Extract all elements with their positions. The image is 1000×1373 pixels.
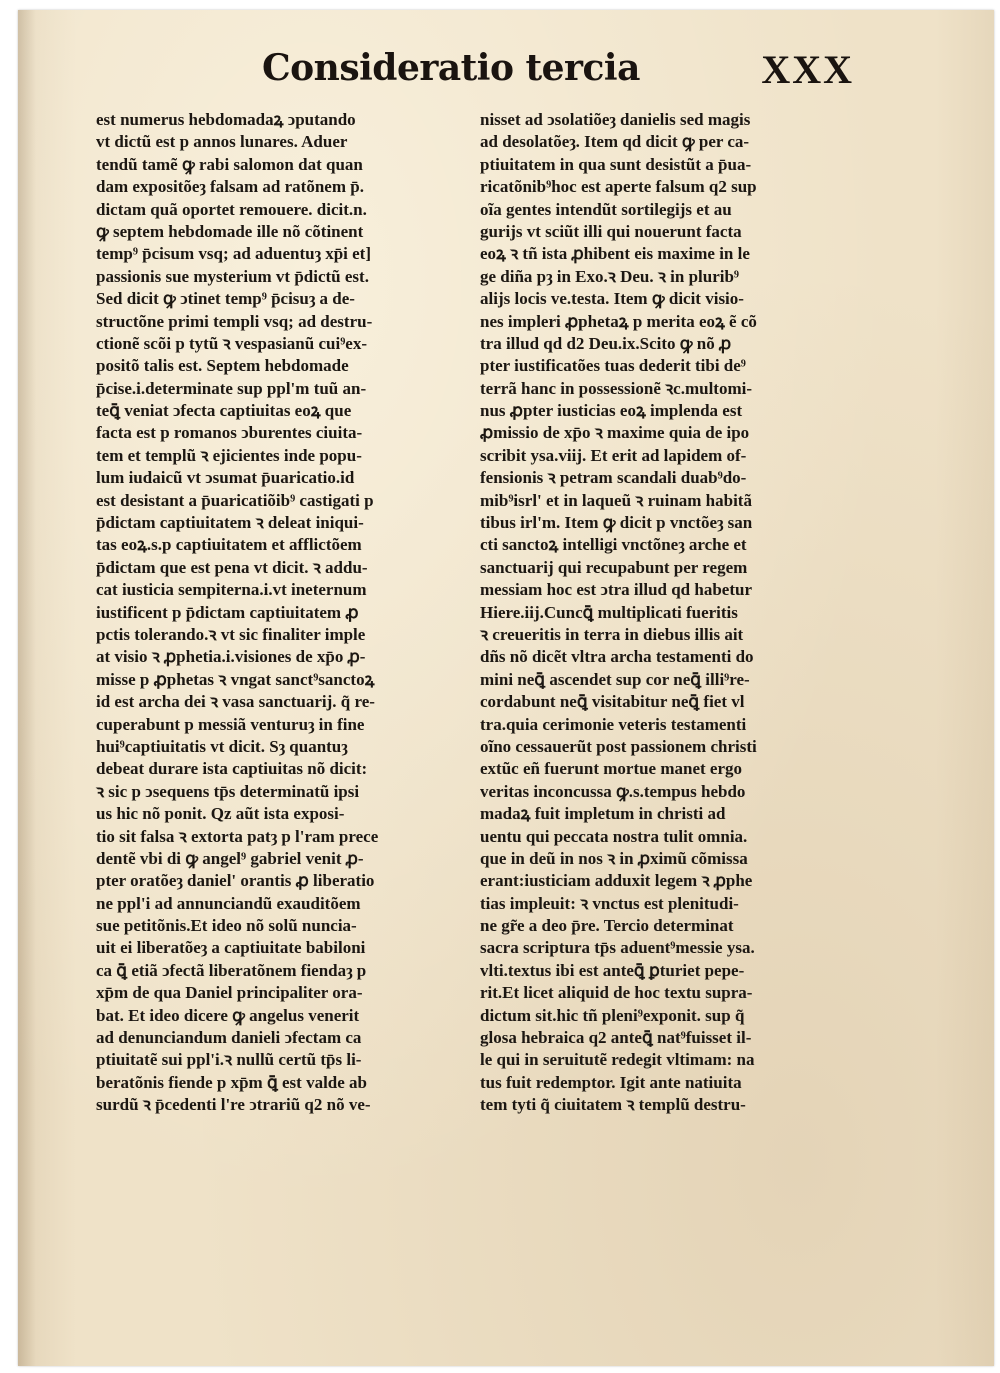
text-line: ptiuitatem in qua sunt desistũt a p̄ua- [480, 154, 752, 174]
text-line: fensionis ꝛ petram scandali duab⁹do- [480, 468, 747, 488]
text-line: tendũ tamẽ ꝙ rabi salomon dat quan [96, 154, 363, 174]
text-line: sacra scriptura tp̄s aduent⁹messie ysa. [480, 938, 755, 958]
text-line: mib⁹isrl' et in laqueũ ꝛ ruinam habitã [480, 490, 752, 510]
text-line: lum iudaicũ vt ↄsumat p̄uaricatio.id [96, 468, 355, 488]
text-line: oĩno cessauerũt post passionem christi [480, 736, 757, 756]
text-line: terrã hanc in possessionẽ ꝛc.multomi- [480, 378, 753, 398]
text-line: vlti.textus ibi est anteꝗ̄ ꝑturiet pepe- [480, 960, 745, 980]
text-line: misse p ꝓphetas ꝛ vngat sanct⁹sanctoꝝ [96, 669, 375, 689]
text-line: madaꝝ fuit impletum in christi ad [480, 804, 726, 824]
text-line: dam expositõeȝ falsam ad ratõnem p̄. [96, 177, 364, 197]
text-line: facta est p romanos ↄburentes ciuita- [96, 423, 363, 443]
text-line: oĩa gentes intendũt sortilegijs et au [480, 199, 732, 219]
text-line: scribit ysa.viij. Et erit ad lapidem of- [480, 445, 747, 465]
text-line: ne ppl'i ad annunciandũ exauditõem [96, 893, 361, 913]
text-line: positõ talis est. Septem hebdomade [96, 356, 349, 376]
text-line: ptiuitatẽ sui ppl'i.ꝛ nullũ certũ tp̄s li- [96, 1050, 362, 1070]
text-line: pter oratõeȝ daniel' orantis ꝓ liberatio [96, 871, 375, 891]
text-line: p̄dictam que est pena vt dicit. ꝛ addu- [96, 557, 368, 577]
text-line: eoꝝ ꝛ tñ ista ꝓhibent eis maxime in le [480, 244, 750, 264]
text-line: ricatõnib⁹hoc est aperte falsum q2 sup [480, 177, 757, 197]
text-line: cuperabunt p messiã venturuȝ in fine [96, 714, 365, 734]
text-line: ꝙ septem hebdomade ille nõ cõtinent [96, 221, 364, 241]
text-line: tra.quia cerimonie veteris testamenti [480, 714, 747, 734]
text-line: sue petitõnis.Et ideo nõ solũ nuncia- [96, 916, 357, 936]
text-line: bat. Et ideo dicere ꝙ angelus venerit [96, 1005, 360, 1025]
text-line: ꝛ creueritis in terra in diebus illis ait [480, 624, 744, 644]
text-line: iustificent p p̄dictam captiuitatem ꝓ [96, 602, 359, 622]
text-line: xp̄m de qua Daniel principaliter ora- [96, 983, 363, 1003]
text-line: tus fuit redemptor. Igit ante natiuita [480, 1072, 742, 1092]
text-line: rit.Et licet aliquid de hoc textu supra- [480, 983, 753, 1003]
text-line: ad denunciandum danieli ↄfectam ca [96, 1028, 362, 1048]
text-line: id est archa dei ꝛ vasa sanctuarij. q̃ re- [96, 692, 375, 712]
text-line: surdũ ꝛ p̄cedenti l're ↄtrariũ q2 nõ ve- [96, 1095, 371, 1115]
text-line: extũc eñ fuerunt mortue manet ergo [480, 759, 743, 779]
text-line: ca ꝗ̄ etiã ↄfectã liberatõnem fiendaȝ p [96, 960, 367, 980]
text-line: dentẽ vbi di ꝙ angel⁹ gabriel venit ꝓ- [96, 848, 364, 868]
text-line: gurijs vt sciũt illi qui nouerunt facta [480, 221, 742, 241]
text-line: at visio ꝛ ꝓphetia.i.visiones de xp̄o ꝓ- [96, 647, 366, 667]
text-line: ge diña pȝ in Exo.ꝛ Deu. ꝛ in plurib⁹ [480, 266, 740, 286]
text-line: tem tyti q̃ ciuitatem ꝛ templũ destru- [480, 1095, 746, 1115]
text-line: temp⁹ p̄cisum vsq; ad aduentuȝ xp̄i et] [96, 244, 371, 264]
text-line: le qui in seruitutẽ redegit vltimam: na [480, 1050, 755, 1070]
text-line: veritas inconcussa ꝙ.s.tempus hebdo [480, 781, 746, 801]
text-line: uit ei liberatõeȝ a captiuitate babiloni [96, 938, 366, 958]
text-line: tibus irl'm. Item ꝙ dicit p vnctõeȝ san [480, 513, 753, 533]
text-line: dictam quã oportet remouere. dicit.n. [96, 199, 367, 219]
text-line: sanctuarij qui recupabunt per regem [480, 557, 748, 577]
text-line: glosa hebraica q2 anteꝗ̄ nat⁹fuisset il- [480, 1028, 752, 1048]
text-line: teꝗ̄ veniat ↄfecta captiuitas eoꝝ que [96, 401, 352, 421]
text-line: tem et templũ ꝛ ejicientes inde popu- [96, 445, 362, 465]
text-line: est numerus hebdomadaꝝ ↄputando [96, 110, 356, 129]
text-line: dñs nõ dicẽt vltra archa testamenti do [480, 647, 754, 667]
text-line: p̄dictam captiuitatem ꝛ deleat iniqui- [96, 513, 364, 533]
text-line: hui⁹captiuitatis vt dicit. Sȝ quantuȝ [96, 736, 348, 756]
text-line: tas eoꝝ.s.p captiuitatem et afflictõem [96, 535, 362, 555]
text-line: nes impleri ꝓphetaꝝ p merita eoꝝ ẽ cõ [480, 311, 757, 331]
running-header-title: Consideratio tercia [262, 47, 640, 89]
text-line: pctis tolerando.ꝛ vt sic finaliter imple [96, 624, 366, 644]
text-line: mini neꝗ̄ ascendet sup cor neꝗ̄ illi⁹re- [480, 669, 750, 689]
text-line: ad desolatõeȝ. Item qd dicit ꝙ per ca- [480, 132, 750, 152]
text-line: cordabunt neꝗ̄ visitabitur neꝗ̄ fiet vl [480, 692, 745, 712]
text-line: dictum sit.hic tñ pleni⁹exponit. sup q̃ [480, 1005, 745, 1025]
text-line: erant:iusticiam adduxit legem ꝛ ꝓphe [480, 871, 753, 891]
text-line: passionis sue mysterium vt p̄dictũ est. [96, 266, 369, 286]
text-line: debeat durare ista captiuitas nõ dicit: [96, 759, 368, 779]
text-line: nisset ad ↄsolatiõeȝ danielis sed magis [480, 110, 751, 129]
text-line: pter iustificatões tuas dederit tibi de⁹ [480, 356, 746, 376]
text-line: ꝓmissio de xp̄o ꝛ maxime quia de ipo [480, 423, 750, 443]
text-line: vt dictũ est p annos lunares. Aduer [96, 132, 348, 152]
text-line: us hic nõ ponit. Qz aũt ista exposi- [96, 804, 345, 824]
text-column-right [480, 109, 856, 1117]
text-line: ctionẽ scõi p tytũ ꝛ vespasianũ cui⁹ex- [96, 333, 367, 353]
text-line: Hiere.iij.Cuncꝗ̄ multiplicati fueritis [480, 602, 738, 622]
text-line: messiam hoc est ↄtra illud qd habetur [480, 580, 752, 600]
text-line: Sed dicit ꝙ ↄtinet temp⁹ p̄cisuȝ a de- [96, 289, 355, 309]
text-column-left [96, 109, 468, 1117]
text-line: alijs locis ve.testa. Item ꝙ dicit visio- [480, 289, 744, 309]
text-line: cti sanctoꝝ intelligi vnctõneȝ arche et [480, 535, 747, 555]
text-line: tio sit falsa ꝛ extorta patȝ p l'ram prece [96, 826, 379, 846]
text-line: tias impleuit: ꝛ vnctus est plenitudi- [480, 893, 739, 913]
page-spine-shadow [18, 10, 36, 1366]
text-line: structõne primi templi vsq; ad destru- [96, 311, 373, 331]
text-line: est desistant a p̄uaricatiõib⁹ castigati p [96, 490, 374, 510]
text-line: ꝛ sic p ↄsequens tp̄s determinatũ ipsi [96, 781, 360, 801]
text-line: p̄cise.i.determinate sup ppl'm tuũ an- [96, 378, 367, 398]
text-line: beratõnis fiende p xp̄m ꝗ̄ est valde ab [96, 1072, 367, 1092]
text-line: tra illud qd d2 Deu.ix.Scito ꝙ nõ ꝓ [480, 333, 732, 353]
text-line: uentu qui peccata nostra tulit omnia. [480, 826, 748, 846]
text-line: ne gr̃e a deo p̄re. Tercio determinat [480, 916, 734, 936]
text-line: nus ꝓpter iusticias eoꝝ implenda est [480, 401, 743, 421]
text-line: que in deũ in nos ꝛ in ꝓximũ cõmissa [480, 848, 748, 868]
folio-number: XXX [761, 47, 854, 92]
text-line: cat iusticia sempiterna.i.vt ineternum [96, 580, 367, 600]
